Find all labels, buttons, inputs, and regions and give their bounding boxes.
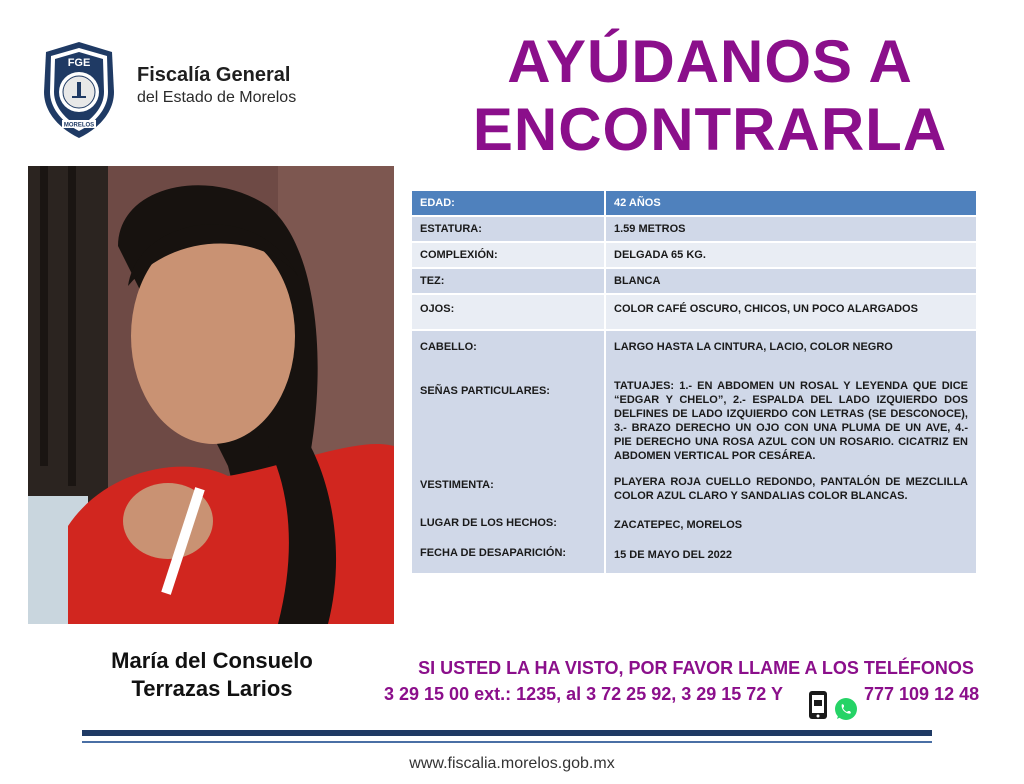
agency-name: Fiscalía General	[137, 64, 291, 86]
tez-label: TEZ:	[412, 269, 604, 293]
person-details-table	[410, 189, 978, 575]
missing-person-photo	[28, 166, 394, 624]
agency-logo-block	[40, 40, 340, 150]
headline-line-1: AYÚDANOS A	[507, 28, 913, 95]
ojos-label: OJOS:	[412, 295, 604, 329]
name-line-2: Terrazas Larios	[131, 676, 293, 701]
estatura-label: ESTATURA:	[412, 217, 604, 241]
tez-value: BLANCA	[606, 269, 976, 293]
fecha-value: 15 DE MAYO DEL 2022	[614, 549, 733, 561]
senas-label: SEÑAS PARTICULARES:	[420, 385, 550, 397]
edad-value: 42 AÑOS	[606, 191, 976, 215]
logo-badge-text: FGE	[67, 57, 91, 69]
vestimenta-value: PLAYERA ROJA CUELLO REDONDO, PANTALÓN DE MEZCLILLA COLOR AZUL CLARO Y SANDALIAS COLOR BLANCAS.	[614, 476, 968, 502]
whatsapp-number: 777 109 12 48	[864, 684, 980, 704]
logo-state-text: MORELOS	[63, 122, 95, 129]
table-row	[412, 191, 976, 215]
table-row	[412, 295, 976, 329]
missing-person-name	[40, 647, 384, 703]
whatsapp-icon	[834, 697, 858, 721]
footer-divider-thick	[82, 730, 932, 736]
senas-value: TATUAJES: 1.- EN ABDOMEN UN ROSAL Y LEYENDA QUE DICE “EDGAR Y CHELO”, 2.- ESPALDA DEL LADO IZQUIERDO DOS DELFINES DE LADO IZQUIERDO CON LETRAS (SE DESCONOCE), 3.- BRAZO DERECHO UN OJO CON UNA PLUMA DE UN AVE, 4.- PIE DERECHO UNA ROSA AZUL CON UN ROSARIO. CICATRIZ EN ABDOMEN VERTICAL POR CESÁREA.	[614, 380, 968, 462]
edad-label: EDAD:	[412, 191, 604, 215]
table-row	[412, 217, 976, 241]
contact-request: SI USTED LA HA VISTO, POR FAVOR LLAME A LOS TELÉFONOS	[418, 658, 974, 678]
headline-line-2: ENCONTRARLA	[472, 96, 948, 163]
table-row	[412, 243, 976, 267]
agency-subtitle: del Estado de Morelos	[137, 89, 297, 106]
contact-phone-numbers: 3 29 15 00 ext.: 1235, al 3 72 25 92, 3 29 15 72 Y	[384, 684, 783, 704]
estatura-value: 1.59 METROS	[606, 217, 976, 241]
website-link[interactable]: www.fiscalia.morelos.gob.mx	[409, 755, 615, 772]
table-row	[412, 269, 976, 293]
cabello-value: LARGO HASTA LA CINTURA, LACIO, COLOR NEGRO	[614, 341, 893, 353]
fecha-label: FECHA DE DESAPARICIÓN:	[420, 547, 567, 559]
mobile-phone-icon	[808, 690, 828, 720]
complexion-label: COMPLEXIÓN:	[412, 243, 604, 267]
name-line-1: María del Consuelo	[111, 648, 313, 673]
cabello-label: CABELLO:	[420, 341, 477, 353]
footer-divider-thin	[82, 741, 932, 743]
lugar-value: ZACATEPEC, MORELOS	[614, 519, 743, 531]
fge-shield-logo	[40, 40, 118, 140]
table-row	[412, 331, 976, 573]
headline	[440, 28, 980, 164]
complexion-value: DELGADA 65 KG.	[606, 243, 976, 267]
lugar-label: LUGAR DE LOS HECHOS:	[420, 517, 557, 529]
ojos-value: COLOR CAFÉ OSCURO, CHICOS, UN POCO ALARGADOS	[606, 295, 976, 329]
vestimenta-label: VESTIMENTA:	[420, 479, 494, 491]
